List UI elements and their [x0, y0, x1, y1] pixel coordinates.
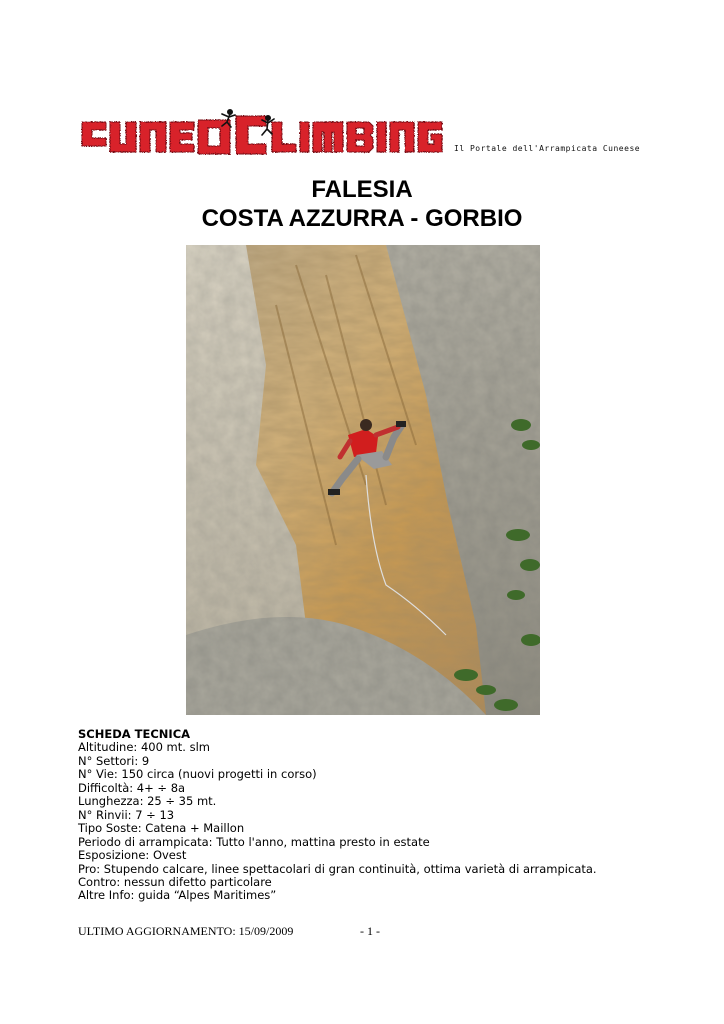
sheet-heading: SCHEDA TECNICA — [78, 727, 191, 741]
sheet-line-exposure: Esposizione: Ovest — [78, 848, 187, 863]
sheet-line-length: Lunghezza: 25 ÷ 35 mt. — [78, 794, 217, 809]
cuneoclimbing-logo — [80, 108, 450, 158]
sheet-line-info: Altre Info: guida “Alpes Maritimes” — [78, 888, 277, 903]
sheet-line-cons: Contro: nessun difetto particolare — [78, 874, 272, 889]
sheet-line-altitude: Altitudine: 400 mt. slm — [78, 740, 210, 755]
sheet-line-season: Periodo di arrampicata: Tutto l'anno, mattina presto in estate — [78, 834, 430, 849]
sheet-line-pros: Pro: Stupendo calcare, linee spettacolari di gran continuità, ottima varietà di arrampicata. — [78, 861, 597, 876]
sheet-line-sectors: N° Settori: 9 — [78, 753, 150, 768]
sheet-line-routes: N° Vie: 150 circa (nuovi progetti in corso) — [78, 767, 317, 782]
technical-sheet — [78, 728, 678, 903]
page-number: - 1 - — [360, 924, 380, 938]
sheet-line-difficulty: Difficoltà: 4+ ÷ 8a — [78, 780, 186, 795]
climbing-photo — [186, 245, 540, 715]
sheet-line-anchors: Tipo Soste: Catena + Maillon — [78, 821, 245, 836]
crag-name: COSTA AZZURRA - GORBIO — [201, 205, 523, 232]
last-updated: ULTIMO AGGIORNAMENTO: 15/09/2009 — [78, 924, 294, 938]
tagline: Il Portale dell'Arrampicata Cuneese — [454, 144, 641, 153]
sheet-line-quickdraws: N° Rinvii: 7 ÷ 13 — [78, 807, 175, 822]
crag-title: FALESIA — [311, 176, 413, 203]
